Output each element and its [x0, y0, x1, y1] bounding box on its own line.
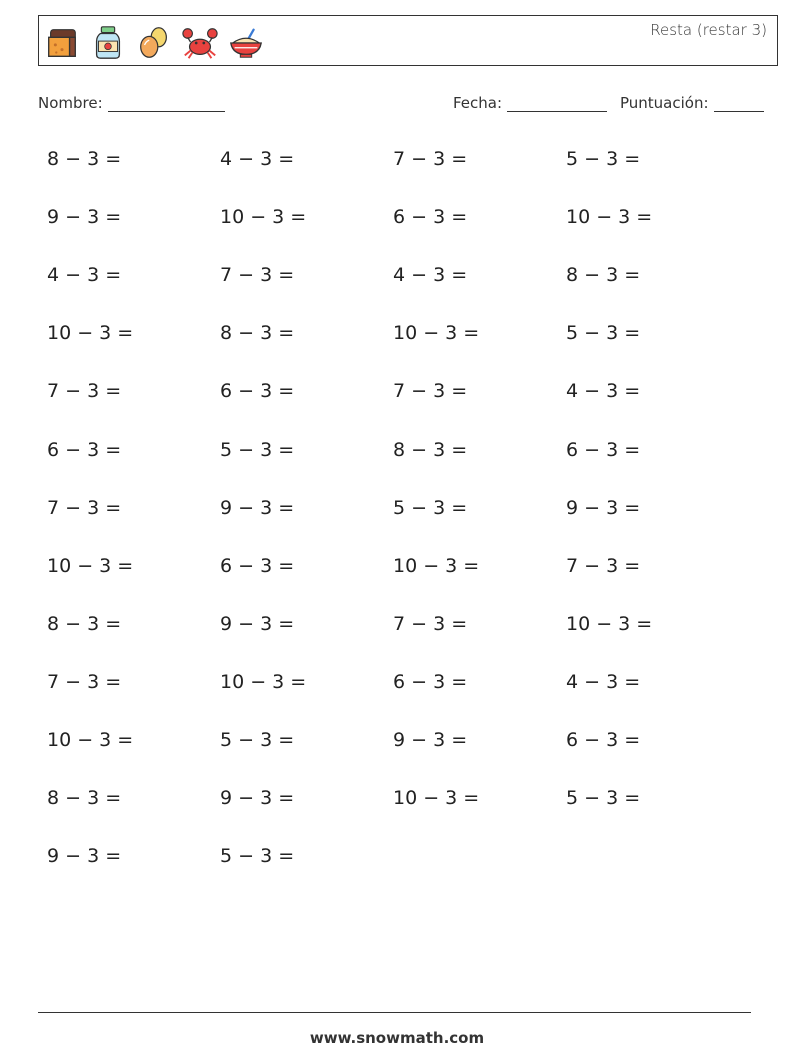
header-icons: [43, 23, 265, 63]
problem-item: 9 − 3 =: [47, 206, 122, 229]
problem-item: 5 − 3 =: [566, 322, 641, 345]
problem-item: 9 − 3 =: [220, 612, 295, 635]
problem-item: 7 − 3 =: [220, 264, 295, 287]
name-field[interactable]: [38, 94, 225, 112]
problem-item: 8 − 3 =: [47, 148, 122, 170]
problem-item: 10 − 3 =: [47, 554, 134, 577]
problem-item: 5 − 3 =: [220, 729, 295, 751]
problem-item: 8 − 3 =: [47, 612, 122, 635]
problem-item: 6 − 3 =: [566, 438, 641, 461]
problem-item: 6 − 3 =: [393, 206, 468, 229]
problem-item: 4 − 3 =: [220, 148, 295, 170]
worksheet-title: Resta (restar 3): [650, 21, 767, 39]
problem-item: 10 − 3 =: [566, 206, 653, 229]
worksheet-header: [38, 15, 778, 66]
date-label: Fecha:: [453, 94, 503, 112]
problem-item: 10 − 3 =: [47, 322, 134, 345]
problem-item: 8 − 3 =: [220, 322, 295, 345]
problem-item: 8 − 3 =: [47, 787, 122, 810]
problem-item: 8 − 3 =: [566, 264, 641, 287]
problem-item: 7 − 3 =: [47, 380, 122, 403]
problem-item: 9 − 3 =: [393, 729, 468, 751]
problem-item: 10 − 3 =: [393, 322, 480, 345]
jam-jar-icon: [89, 24, 127, 62]
problem-item: 7 − 3 =: [47, 670, 122, 693]
problem-item: 5 − 3 =: [220, 438, 295, 461]
problem-item: 9 − 3 =: [47, 845, 122, 868]
problem-item: 7 − 3 =: [47, 496, 122, 519]
date-field[interactable]: [453, 94, 607, 112]
footer-url: www.snowmath.com: [309, 1029, 485, 1047]
problem-item: 6 − 3 =: [47, 438, 122, 461]
eggs-icon: [135, 24, 173, 62]
problem-item: 4 − 3 =: [393, 264, 468, 287]
problem-item: 9 − 3 =: [220, 787, 295, 810]
rice-bowl-icon: [227, 24, 265, 62]
crab-icon: [181, 24, 219, 62]
footer-divider: [38, 1012, 751, 1013]
problem-item: 6 − 3 =: [393, 670, 468, 693]
problem-item: 5 − 3 =: [393, 496, 468, 519]
problem-item: 10 − 3 =: [47, 729, 134, 751]
date-blank[interactable]: [507, 95, 607, 112]
problem-item: 5 − 3 =: [220, 845, 295, 868]
score-field[interactable]: [620, 94, 764, 112]
problem-item: 7 − 3 =: [393, 148, 468, 170]
problem-item: 10 − 3 =: [393, 787, 480, 810]
problem-item: 4 − 3 =: [47, 264, 122, 287]
problem-item: 6 − 3 =: [220, 380, 295, 403]
problem-item: 9 − 3 =: [220, 496, 295, 519]
problem-item: 5 − 3 =: [566, 787, 641, 810]
problem-item: 4 − 3 =: [566, 380, 641, 403]
problem-item: 8 − 3 =: [393, 438, 468, 461]
problem-item: 6 − 3 =: [566, 729, 641, 751]
problem-item: 10 − 3 =: [566, 612, 653, 635]
problem-item: 7 − 3 =: [393, 380, 468, 403]
problem-item: 7 − 3 =: [393, 612, 468, 635]
name-label: Nombre:: [38, 94, 103, 112]
problem-item: 10 − 3 =: [393, 554, 480, 577]
score-label: Puntuación:: [620, 94, 709, 112]
problem-item: 4 − 3 =: [566, 670, 641, 693]
problem-item: 9 − 3 =: [566, 496, 641, 519]
name-blank[interactable]: [108, 95, 225, 112]
bread-icon: [43, 24, 81, 62]
problem-item: 10 − 3 =: [220, 206, 307, 229]
score-blank[interactable]: [714, 95, 764, 112]
problem-item: 6 − 3 =: [220, 554, 295, 577]
problem-item: 5 − 3 =: [566, 148, 641, 170]
problem-item: 7 − 3 =: [566, 554, 641, 577]
problem-item: 10 − 3 =: [220, 670, 307, 693]
